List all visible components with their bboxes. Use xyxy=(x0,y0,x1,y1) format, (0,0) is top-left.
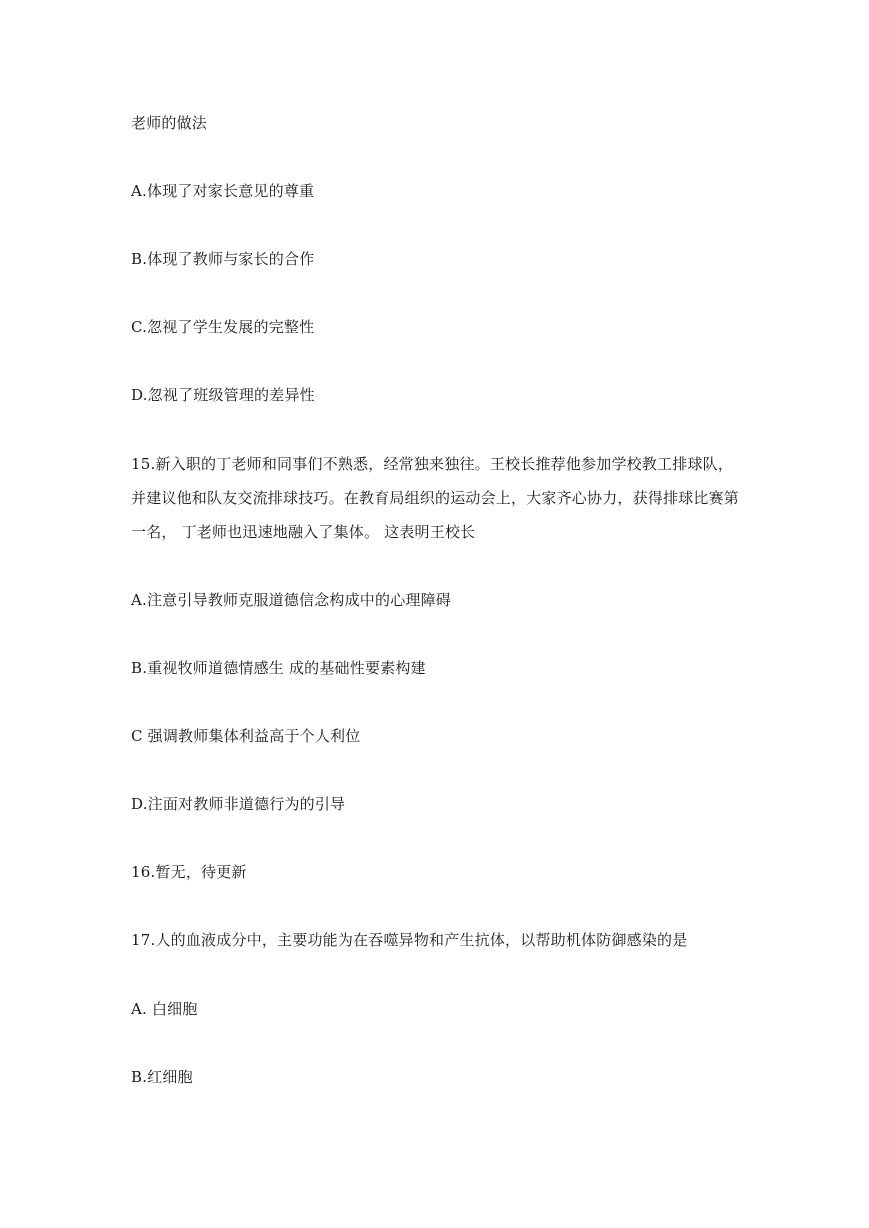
q15-option-a: A.注意引导教师克服道德信念构成中的心理障碍 xyxy=(131,591,452,609)
q14-option-a: A.体现了对家长意见的尊重 xyxy=(131,182,315,200)
q14-option-d: D.忽视了班级管理的差异性 xyxy=(131,386,315,404)
q15-option-c: C 强调教师集体利益高于个人利位 xyxy=(131,727,361,745)
q17-option-a: A. 白细胞 xyxy=(131,1000,198,1018)
q14-stem-tail: 老师的做法 xyxy=(131,114,208,132)
q16-stem: 16.暂无，待更新 xyxy=(131,863,247,881)
q17-option-b: B.红细胞 xyxy=(131,1068,193,1086)
q15-stem-line-3: 一名， 丁老师也迅速地融入了集体。 这表明王校长 xyxy=(131,523,476,541)
q15-stem-line-1: 15.新入职的丁老师和同事们不熟悉，经常独来独往。王校长推荐他参加学校教工排球队， xyxy=(131,455,734,473)
q17-stem: 17.人的血液成分中，主要功能为在吞噬异物和产生抗体，以帮助机体防御感染的是 xyxy=(131,931,688,949)
q15-stem-line-2: 并建议他和队友交流排球技巧。在教育局组织的运动会上，大家齐心协力，获得排球比赛第 xyxy=(131,489,740,507)
q15-option-d: D.注面对教师非道德行为的引导 xyxy=(131,795,346,813)
q14-option-c: C.忽视了学生发展的完整性 xyxy=(131,318,315,336)
q14-option-b: B.体现了教师与家长的合作 xyxy=(131,250,315,268)
q15-option-b: B.重视牧师道德情感生 成的基础性要素构建 xyxy=(131,659,426,677)
